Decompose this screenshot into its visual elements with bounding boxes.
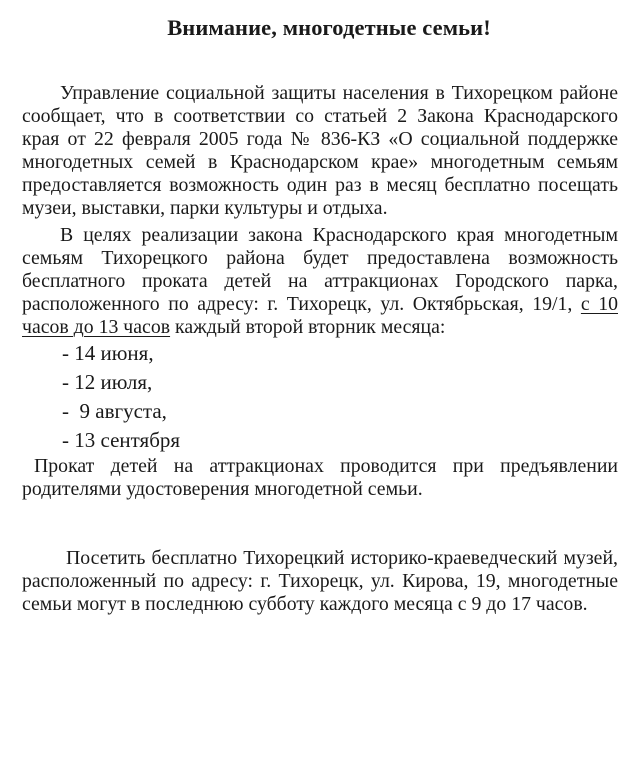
park-rides-schedule: каждый второй вторник месяца: xyxy=(175,315,446,338)
list-item: - 13 сентября xyxy=(62,428,181,453)
list-item: - 14 июня, xyxy=(62,341,154,366)
park-rides-text: В целях реализации закона Краснодарского края многодетным семьям Тихорецкого района будет предоставлена возможность бесплатного проката детей на аттракционах Городского парка, расположенного по адресу: г. Тихорецк, ул. Октябрьская, 19/1, xyxy=(22,223,618,315)
paragraph-social-protection: Управление социальной защиты населения в Тихорецком районе сообщает, что в соответствии со статьей 2 Закона Краснодарского края от 22 февраля 2005 года № 836-КЗ «О социальной поддержке многодетных семей в Краснодарском крае» многодетным семьям предоставляется возможность один раз в месяц бесплатно посещать музеи, выставки, парки культуры и отдыха. xyxy=(22,82,618,220)
paragraph-certificate: Прокат детей на аттракционах проводится при предъявлении родителями удостоверения многодетной семьи. xyxy=(22,455,618,501)
page-title: Внимание, многодетные семьи! xyxy=(167,15,491,40)
paragraph-museum: Посетить бесплатно Тихорецкий историко-краеведческий музей, расположенный по адресу: г. Тихорецк, ул. Кирова, 19, многодетные семьи могут в последнюю субботу каждого месяца с 9 до 17 часов. xyxy=(22,547,618,616)
dates-list xyxy=(22,339,618,455)
list-item: - 12 июля, xyxy=(62,370,153,395)
park-rides-hours: с 10 часов до 13 часов xyxy=(22,292,618,338)
list-item: - 9 августа, xyxy=(62,399,167,424)
paragraph-park-rides xyxy=(22,224,618,339)
